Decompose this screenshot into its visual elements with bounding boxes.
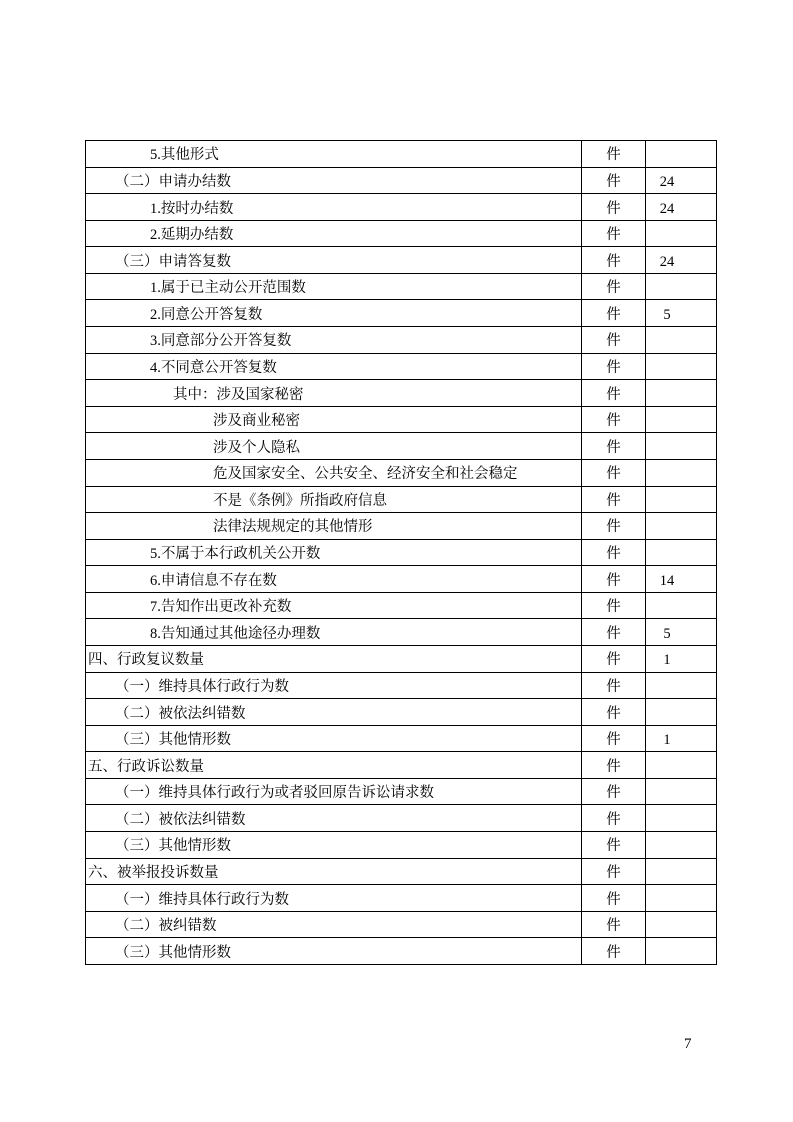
table-row <box>86 141 716 168</box>
row-unit-cell: 件 <box>582 593 646 619</box>
table-row <box>86 274 716 301</box>
row-unit-cell: 件 <box>582 752 646 778</box>
row-label: 危及国家安全、公共安全、经济安全和社会稳定 <box>86 460 582 486</box>
table-row <box>86 433 716 460</box>
row-label: 五、行政诉讼数量 <box>86 752 582 778</box>
row-value-cell <box>646 407 716 433</box>
row-unit-cell: 件 <box>582 646 646 672</box>
table-row <box>86 779 716 806</box>
table-row <box>86 354 716 381</box>
row-unit-cell: 件 <box>582 460 646 486</box>
row-value-cell <box>646 487 716 513</box>
row-value-cell <box>646 141 716 167</box>
row-unit-cell: 件 <box>582 168 646 194</box>
row-label: 涉及个人隐私 <box>86 433 582 459</box>
row-value-cell <box>646 540 716 566</box>
row-value-cell <box>646 380 716 406</box>
table-row <box>86 327 716 354</box>
row-label: 六、被举报投诉数量 <box>86 859 582 885</box>
table-row <box>86 805 716 832</box>
row-label: （二）申请办结数 <box>86 168 582 194</box>
row-value-cell <box>646 885 716 911</box>
row-unit-cell: 件 <box>582 194 646 220</box>
row-value-cell <box>646 274 716 300</box>
row-label: （二）被依法纠错数 <box>86 699 582 725</box>
row-value-cell <box>646 593 716 619</box>
row-value-cell <box>646 752 716 778</box>
row-label: （三）其他情形数 <box>86 938 582 964</box>
table-row <box>86 460 716 487</box>
row-value-cell <box>646 327 716 353</box>
table-row <box>86 221 716 248</box>
row-unit-cell: 件 <box>582 354 646 380</box>
table-row <box>86 566 716 593</box>
row-unit-cell: 件 <box>582 540 646 566</box>
table-row <box>86 752 716 779</box>
row-value-cell <box>646 805 716 831</box>
row-value-cell <box>646 513 716 539</box>
row-unit-cell: 件 <box>582 247 646 273</box>
row-label: （二）被依法纠错数 <box>86 805 582 831</box>
row-value-cell <box>646 673 716 699</box>
row-label: 不是《条例》所指政府信息 <box>86 487 582 513</box>
row-unit-cell: 件 <box>582 805 646 831</box>
row-unit-cell: 件 <box>582 832 646 858</box>
table-row <box>86 593 716 620</box>
row-unit-cell: 件 <box>582 619 646 645</box>
row-value-cell: 5 <box>663 306 671 323</box>
row-label: （一）维持具体行政行为数 <box>86 885 582 911</box>
row-label: 1.按时办结数 <box>86 194 582 220</box>
page-number: 7 <box>684 1036 692 1052</box>
row-unit-cell: 件 <box>582 300 646 326</box>
row-label: 3.同意部分公开答复数 <box>86 327 582 353</box>
row-unit-cell: 件 <box>582 699 646 725</box>
table-row <box>86 832 716 859</box>
row-value-cell <box>646 832 716 858</box>
row-value-cell <box>646 460 716 486</box>
table-row <box>86 380 716 407</box>
table-row <box>86 885 716 912</box>
row-value-cell: 5 <box>663 625 671 642</box>
table-row <box>86 407 716 434</box>
row-label: 其中：涉及国家秘密 <box>86 380 582 406</box>
table-row <box>86 699 716 726</box>
row-value-cell <box>646 779 716 805</box>
row-label: 4.不同意公开答复数 <box>86 354 582 380</box>
row-label: 5.其他形式 <box>86 141 582 167</box>
row-unit-cell: 件 <box>582 885 646 911</box>
table-row <box>86 859 716 886</box>
table-row <box>86 912 716 939</box>
row-unit-cell: 件 <box>582 274 646 300</box>
row-value-cell <box>646 699 716 725</box>
row-unit-cell: 件 <box>582 513 646 539</box>
row-unit-cell: 件 <box>582 912 646 938</box>
row-value-cell: 24 <box>659 200 675 217</box>
table-row <box>86 300 716 327</box>
row-value-cell <box>646 859 716 885</box>
row-label: 法律法规规定的其他情形 <box>86 513 582 539</box>
table-row <box>86 194 716 221</box>
row-value-cell <box>646 221 716 247</box>
table-row <box>86 726 716 753</box>
row-value-cell: 24 <box>659 173 675 190</box>
row-value-cell: 1 <box>663 652 671 669</box>
row-label: （三）其他情形数 <box>86 832 582 858</box>
row-unit-cell: 件 <box>582 487 646 513</box>
row-label: 1.属于已主动公开范围数 <box>86 274 582 300</box>
row-unit-cell: 件 <box>582 566 646 592</box>
row-label: （三）申请答复数 <box>86 247 582 273</box>
row-unit-cell: 件 <box>582 859 646 885</box>
table-row <box>86 646 716 673</box>
table-row <box>86 540 716 567</box>
row-value-cell: 1 <box>663 732 671 749</box>
row-unit-cell: 件 <box>582 221 646 247</box>
row-unit-cell: 件 <box>582 141 646 167</box>
row-label: （二）被纠错数 <box>86 912 582 938</box>
row-unit-cell: 件 <box>582 726 646 752</box>
row-label: 四、行政复议数量 <box>86 646 582 672</box>
table-row <box>86 619 716 646</box>
row-label: （一）维持具体行政行为或者驳回原告诉讼请求数 <box>86 779 582 805</box>
row-label: （一）维持具体行政行为数 <box>86 673 582 699</box>
table-row <box>86 938 716 964</box>
row-label: 涉及商业秘密 <box>86 407 582 433</box>
row-value-cell <box>646 433 716 459</box>
row-unit-cell: 件 <box>582 938 646 964</box>
table-row <box>86 673 716 700</box>
row-label: （三）其他情形数 <box>86 726 582 752</box>
row-label: 8.告知通过其他途径办理数 <box>86 619 582 645</box>
statistics-table <box>85 140 717 965</box>
row-unit-cell: 件 <box>582 673 646 699</box>
row-label: 6.申请信息不存在数 <box>86 566 582 592</box>
table-row <box>86 487 716 514</box>
row-label: 7.告知作出更改补充数 <box>86 593 582 619</box>
row-unit-cell: 件 <box>582 407 646 433</box>
row-value-cell <box>646 354 716 380</box>
row-unit-cell: 件 <box>582 433 646 459</box>
row-value-cell <box>646 912 716 938</box>
row-label: 5.不属于本行政机关公开数 <box>86 540 582 566</box>
row-label: 2.同意公开答复数 <box>86 300 582 326</box>
row-label: 2.延期办结数 <box>86 221 582 247</box>
row-unit-cell: 件 <box>582 380 646 406</box>
table-row <box>86 513 716 540</box>
table-row <box>86 247 716 274</box>
table-row <box>86 168 716 195</box>
row-value-cell: 24 <box>659 253 675 270</box>
row-value-cell <box>646 938 716 964</box>
row-unit-cell: 件 <box>582 779 646 805</box>
row-unit-cell: 件 <box>582 327 646 353</box>
row-value-cell: 14 <box>659 572 675 589</box>
